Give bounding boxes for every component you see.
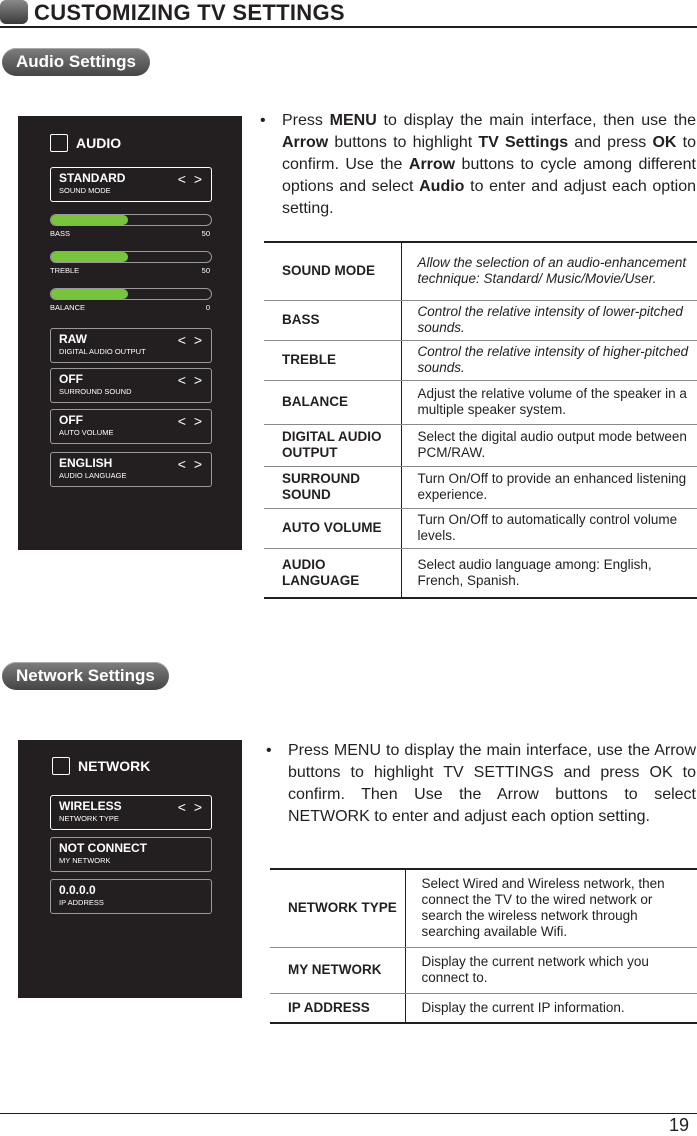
- item-label: NETWORK TYPE: [59, 814, 119, 823]
- treble-slider-label: [50, 266, 210, 275]
- audio-menu-title: AUDIO: [76, 135, 122, 151]
- balance-slider[interactable]: [50, 288, 212, 300]
- table-key: SURROUND SOUND: [264, 466, 401, 508]
- slider-value: 50: [201, 229, 210, 238]
- header-decoration-icon: [0, 0, 28, 24]
- treble-slider[interactable]: [50, 251, 212, 263]
- bullet-icon: •: [266, 742, 272, 759]
- arrows-icon: < >: [177, 799, 204, 815]
- network-type-item[interactable]: [50, 795, 212, 830]
- table-key: IP ADDRESS: [270, 993, 405, 1023]
- table-value: Control the relative intensity of higher-pitched sounds.: [401, 340, 697, 380]
- item-label: SOUND MODE: [59, 186, 111, 195]
- digital-audio-output-item[interactable]: [50, 328, 212, 363]
- slider-value: 0: [205, 303, 210, 312]
- table-value: Select Wired and Wireless network, then connect the TV to the wired network or search the wireless network through searching available Wifi.: [405, 869, 697, 947]
- item-value: RAW: [59, 332, 87, 346]
- my-network-item[interactable]: [50, 837, 212, 872]
- table-row: [270, 993, 697, 1023]
- arrows-icon: < >: [177, 332, 204, 348]
- table-key: AUTO VOLUME: [264, 508, 401, 548]
- item-label: AUTO VOLUME: [59, 428, 114, 437]
- arrows-icon: < >: [177, 413, 204, 429]
- slider-label: BASS: [50, 229, 71, 238]
- table-value: Display the current network which you connect to.: [405, 947, 697, 993]
- table-key: TREBLE: [264, 340, 401, 380]
- page-title: CUSTOMIZING TV SETTINGS: [34, 0, 345, 25]
- audio-settings-table: [264, 241, 697, 599]
- balance-slider-label: [50, 303, 210, 312]
- table-row: [264, 340, 697, 380]
- item-value: NOT CONNECT: [59, 841, 147, 855]
- item-value: ENGLISH: [59, 456, 113, 470]
- ip-address-item[interactable]: [50, 879, 212, 914]
- table-row: [270, 947, 697, 993]
- table-row: [264, 466, 697, 508]
- slider-fill: [51, 252, 128, 262]
- item-label: SURROUND SOUND: [59, 387, 132, 396]
- table-key: BASS: [264, 300, 401, 340]
- network-section-label: Network Settings: [2, 662, 169, 690]
- table-value: Select the digital audio output mode between PCM/RAW.: [401, 424, 697, 466]
- slider-value: 50: [201, 266, 210, 275]
- network-tv-screen: [18, 740, 242, 998]
- bullet-icon: •: [260, 112, 266, 129]
- arrows-icon: < >: [177, 372, 204, 388]
- menu-checkbox-icon: [50, 134, 68, 152]
- item-value: STANDARD: [59, 171, 126, 185]
- bass-slider-label: [50, 229, 210, 238]
- arrows-icon: < >: [177, 171, 204, 187]
- audio-menu-header: [50, 134, 121, 152]
- audio-instructions: • Press MENU to display the main interface, then use the Arrow buttons to highlight TV Settings and press OK to confirm. Use the Arrow buttons to cycle among different options and select Audio to enter and adjust each option setting.: [260, 112, 697, 217]
- table-key: MY NETWORK: [270, 947, 405, 993]
- bass-slider[interactable]: [50, 214, 212, 226]
- sound-mode-item[interactable]: [50, 167, 212, 202]
- instruction-text: Press MENU to display the main interface, use the Arrow buttons to highlight TV SETTINGS and press OK to confirm. Then Use the Arrow buttons to select NETWORK to enter and adjust each option setting.: [288, 742, 696, 825]
- table-value: Control the relative intensity of lower-pitched sounds.: [401, 300, 697, 340]
- auto-volume-item[interactable]: [50, 409, 212, 444]
- item-label: IP ADDRESS: [59, 898, 104, 907]
- table-row: [264, 300, 697, 340]
- table-key: BALANCE: [264, 380, 401, 424]
- table-key: SOUND MODE: [264, 242, 401, 300]
- menu-checkbox-icon: [52, 757, 70, 775]
- network-menu-header: [52, 757, 150, 775]
- table-row: [264, 548, 697, 598]
- slider-label: TREBLE: [50, 266, 80, 275]
- slider-fill: [51, 289, 128, 299]
- table-row: [264, 380, 697, 424]
- header-divider: [0, 26, 697, 28]
- table-row: [264, 424, 697, 466]
- table-value: Display the current IP information.: [405, 993, 697, 1023]
- table-value: Adjust the relative volume of the speaker in a multiple speaker system.: [401, 380, 697, 424]
- page-number: 19: [668, 1115, 689, 1135]
- table-row: [264, 508, 697, 548]
- audio-section-label: Audio Settings: [2, 48, 150, 76]
- surround-sound-item[interactable]: [50, 368, 212, 403]
- item-label: DIGITAL AUDIO OUTPUT: [59, 347, 146, 356]
- item-label: AUDIO LANGUAGE: [59, 471, 127, 480]
- footer-divider: [0, 1113, 697, 1114]
- item-value: OFF: [59, 372, 83, 386]
- table-value: Select audio language among: English, French, Spanish.: [401, 548, 697, 598]
- table-value: Turn On/Off to provide an enhanced listening experience.: [401, 466, 697, 508]
- table-key: AUDIO LANGUAGE: [264, 548, 401, 598]
- table-key: NETWORK TYPE: [270, 869, 405, 947]
- item-value: WIRELESS: [59, 799, 122, 813]
- network-menu-title: NETWORK: [78, 758, 151, 774]
- table-value: Allow the selection of an audio-enhancement technique: Standard/ Music/Movie/User.: [401, 242, 697, 300]
- slider-fill: [51, 215, 128, 225]
- item-value: OFF: [59, 413, 83, 427]
- audio-language-item[interactable]: [50, 452, 212, 487]
- item-label: MY NETWORK: [59, 856, 111, 865]
- network-settings-table: [270, 868, 697, 1024]
- audio-tv-screen: [18, 116, 242, 550]
- item-value: 0.0.0.0: [59, 883, 96, 897]
- table-row: [264, 242, 697, 300]
- table-row: [270, 869, 697, 947]
- table-value: Turn On/Off to automatically control volume levels.: [401, 508, 697, 548]
- network-instructions: [266, 740, 696, 828]
- arrows-icon: < >: [177, 456, 204, 472]
- table-key: DIGITAL AUDIO OUTPUT: [264, 424, 401, 466]
- slider-label: BALANCE: [50, 303, 86, 312]
